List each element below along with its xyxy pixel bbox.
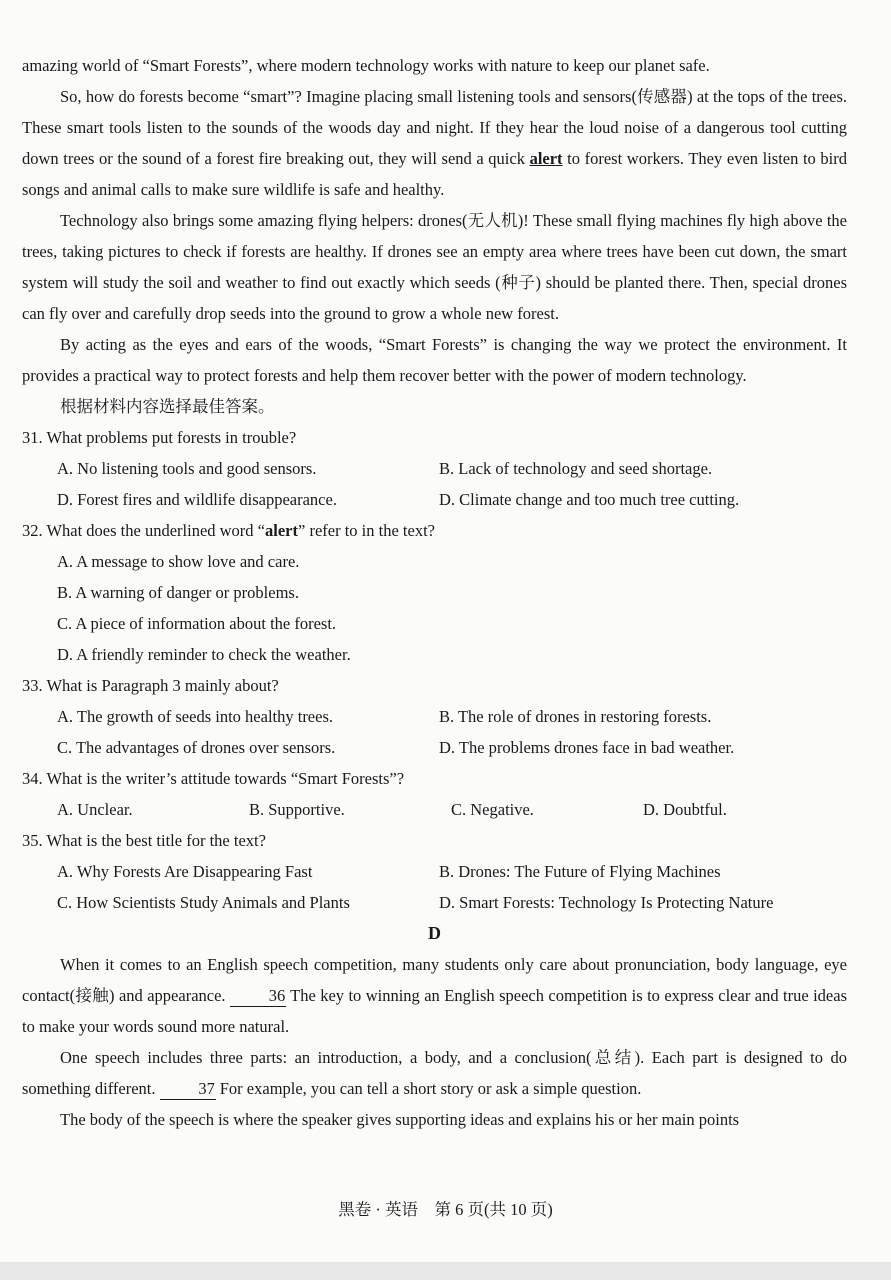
question-stem: 35. What is the best title for the text?: [22, 831, 266, 850]
blank-36: 36: [230, 986, 286, 1007]
option-c: D. Forest fires and wildlife disappearance.: [57, 490, 337, 509]
question-stem: 33. What is Paragraph 3 mainly about?: [22, 676, 279, 695]
option-b: B. The role of drones in restoring forests.: [439, 707, 712, 726]
option-b: B. Drones: The Future of Flying Machines: [439, 862, 721, 881]
page-content: [22, 50, 847, 1135]
passage-paragraph: So, how do forests become “smart”? Imagine placing small listening tools and sensors(传感器) at the tops of the trees. These smart tools listen to the sounds of the woods day and night. If they hear the loud noise of a dangerous tool cutting down trees or the sound of a forest fire breaking out, they will send a quick alert to forest workers. They even listen to bird songs and animal calls to make sure wildlife is safe and healthy.: [22, 87, 847, 199]
option-a: A. No listening tools and good sensors.: [57, 459, 317, 478]
option-d: D. Smart Forests: Technology Is Protecting Nature: [439, 893, 774, 912]
option-c: C. How Scientists Study Animals and Plants: [57, 893, 350, 912]
question-31: [22, 422, 847, 515]
section-title: D: [428, 923, 441, 943]
page-footer: 黑卷 · 英语 第 6 页(共 10 页): [338, 1200, 553, 1219]
option-b: B. A warning of danger or problems.: [57, 583, 299, 602]
option-b: B. Supportive.: [249, 800, 345, 819]
passage-paragraph: One speech includes three parts: an introduction, a body, and a conclusion(总结). Each part is designed to do something different. 37 For example, you can tell a short story or ask a simple question.: [22, 1048, 847, 1098]
option-b: B. Lack of technology and seed shortage.: [439, 459, 713, 478]
option-a: A. Why Forests Are Disappearing Fast: [57, 862, 313, 881]
option-d: D. Doubtful.: [643, 800, 727, 819]
option-a: A. Unclear.: [57, 800, 133, 819]
underlined-word: alert: [529, 149, 563, 168]
blank-37: 37: [160, 1079, 216, 1100]
bottom-strip: [0, 1262, 891, 1280]
option-d: D. Climate change and too much tree cutting.: [439, 490, 740, 509]
question-32: [22, 515, 847, 670]
option-d: D. A friendly reminder to check the weather.: [57, 645, 351, 664]
passage-paragraph: When it comes to an English speech competition, many students only care about pronunciation, body language, eye contact(接触) and appearance. 36 The key to winning an English speech competition is to express clear and true ideas to make your words sound more natural.: [22, 955, 847, 1036]
option-c: C. A piece of information about the forest.: [57, 614, 337, 633]
instruction: 根据材料内容选择最佳答案。: [60, 397, 275, 416]
question-stem: 31. What problems put forests in trouble?: [22, 428, 297, 447]
option-c: C. Negative.: [451, 800, 534, 819]
option-d: D. The problems drones face in bad weather.: [439, 738, 735, 757]
option-a: A. The growth of seeds into healthy trees.: [57, 707, 334, 726]
question-34: [22, 763, 847, 825]
option-a: A. A message to show love and care.: [57, 552, 300, 571]
passage-paragraph: amazing world of “Smart Forests”, where modern technology works with nature to keep our planet safe.: [22, 56, 710, 75]
question-33: [22, 670, 847, 763]
passage-paragraph: By acting as the eyes and ears of the woods, “Smart Forests” is changing the way we protect the environment. It provides a practical way to protect forests and help them recover better with the power of modern technology.: [22, 335, 847, 385]
question-stem: 32. What does the underlined word “alert” refer to in the text?: [22, 521, 435, 540]
passage-paragraph: Technology also brings some amazing flying helpers: drones(无人机)! These small flying machines fly high above the trees, taking pictures to check if forests are healthy. If drones see an empty area where trees have been cut down, the smart system will study the soil and weather to find out exactly which seeds (种子) should be planted there. Then, special drones can fly over and carefully drop seeds into the ground to grow a whole new forest.: [22, 211, 847, 323]
passage-paragraph: The body of the speech is where the speaker gives supporting ideas and explains his or her main points: [60, 1110, 740, 1129]
option-c: C. The advantages of drones over sensors.: [57, 738, 336, 757]
question-stem: 34. What is the writer’s attitude towards “Smart Forests”?: [22, 769, 405, 788]
question-35: [22, 825, 847, 918]
